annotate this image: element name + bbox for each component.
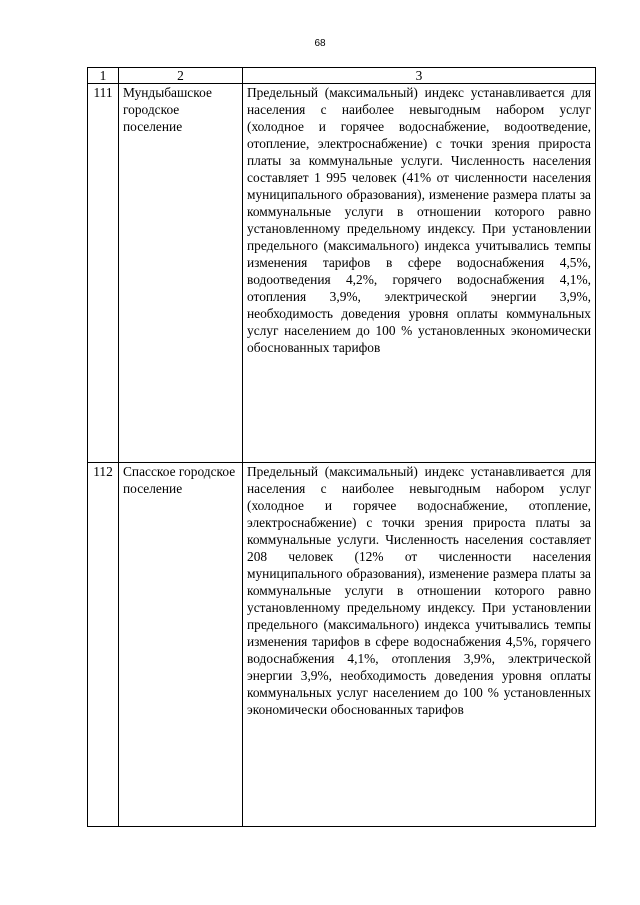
index-description: Предельный (максимальный) индекс устанавливается для населения с наиболее невыгодным набором услуг (холодное и горячее водоснабжение, отопление, электроснабжение) с точки зрения прироста платы за коммунальные услуги. Численность населения составляет 208 человек (12% от численности населения муниципального образования), изменение размера платы за коммунальные услуги в отношении которого равно установленному предельному индексу. При установлении предельного (максимального) индекса учитывались темпы изменения тарифов в сфере водоснабжения 4,5%, горячего водоснабжения 4,1%, отопления 3,9%, электрической энергии 3,9%, необходимость доведения уровня оплаты коммунальных услуг населением до 100 % установленных экономически обоснованных тарифов [243,463,596,827]
index-description: Предельный (максимальный) индекс устанавливается для населения с наиболее невыгодным набором услуг (холодное и горячее водоснабжение, водоотведение, отопление, электроснабжение) с точки зрения прироста платы за коммунальные услуги. Численность населения составляет 1 995 человек (41% от численности населения муниципального образования), изменение размера платы за коммунальные услуги в отношении которого равно установленному предельному индексу. При установлении предельного (максимального) индекса учитывались темпы изменения тарифов в сфере водоснабжения 4,5%, водоотведения 4,2%, горячего водоснабжения 4,1%, отопления 3,9%, электрической энергии 3,9%, необходимость доведения уровня оплаты коммунальных услуг населением до 100 % установленных экономически обоснованных тарифов [243,84,596,463]
page-number: 68 [314,38,326,49]
row-number: 111 [88,84,119,463]
table-row [88,84,596,463]
tariff-table [87,67,596,827]
table-header-row [88,68,596,84]
table-row [88,463,596,827]
header-cell-3: 3 [243,68,596,84]
header-cell-1: 1 [88,68,119,84]
row-number: 112 [88,463,119,827]
header-cell-2: 2 [119,68,243,84]
settlement-name: Мундыбашское городское поселение [119,84,243,463]
settlement-name: Спасское городское поселение [119,463,243,827]
